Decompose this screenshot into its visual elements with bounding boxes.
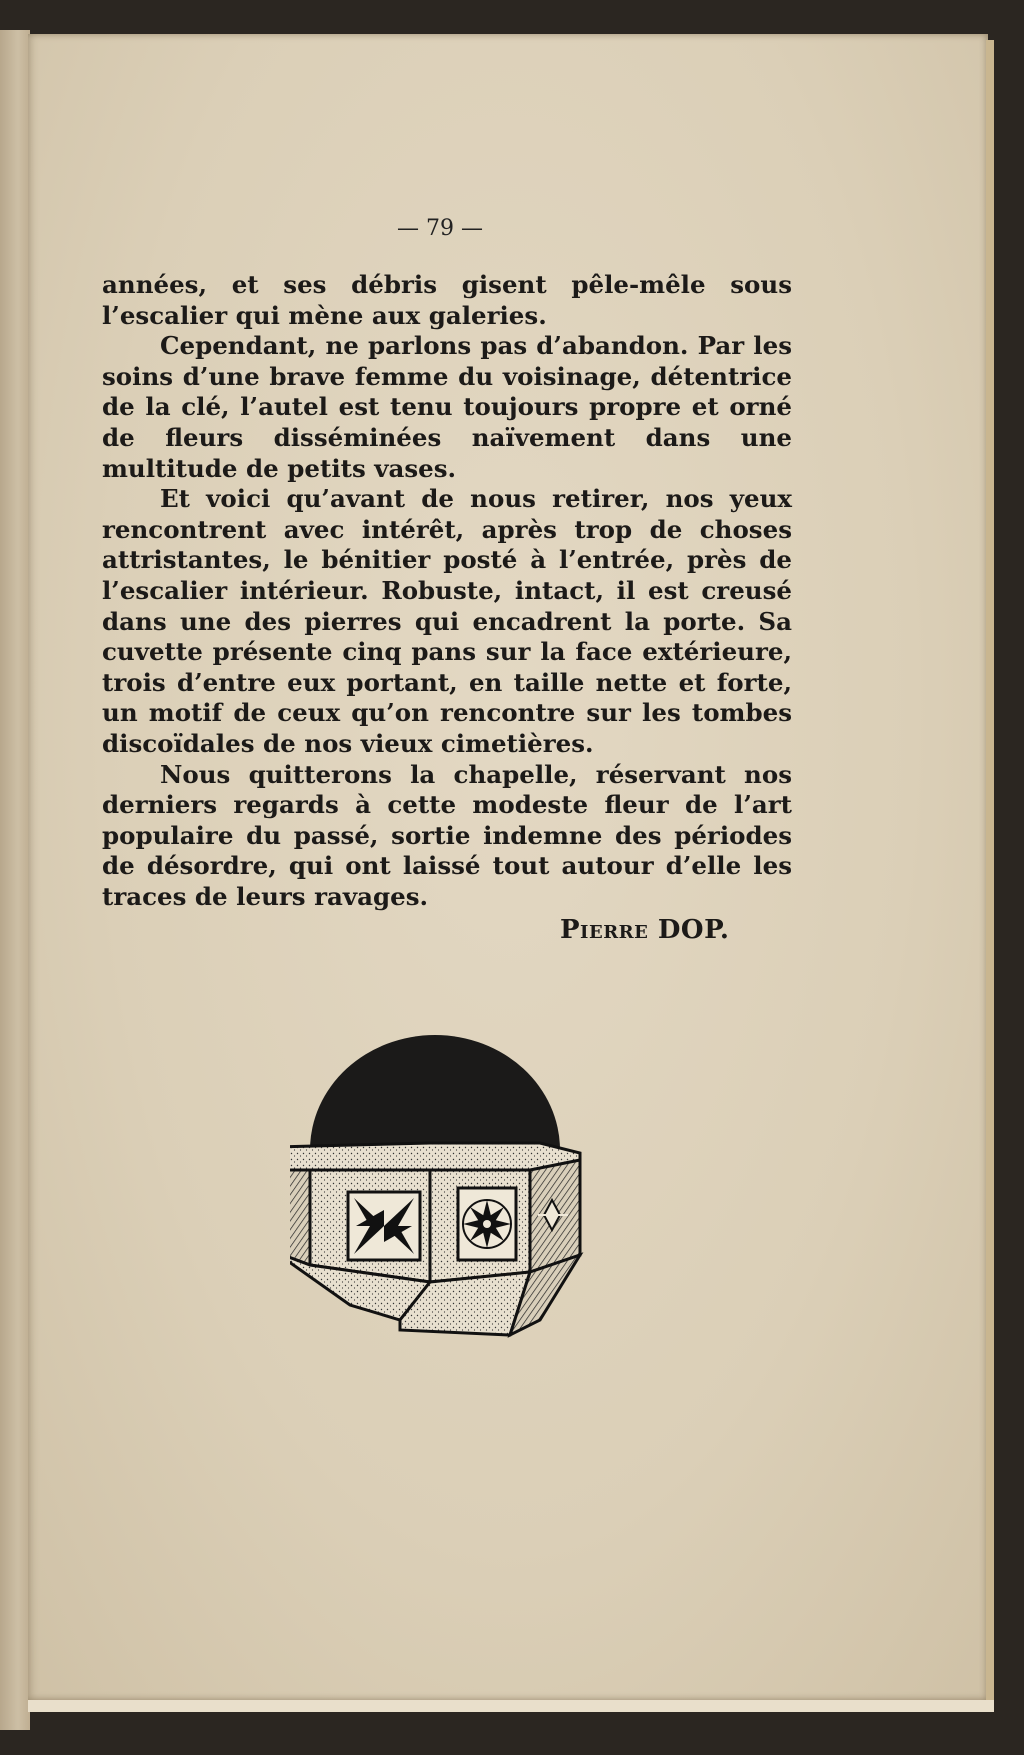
basin-dome: [310, 1035, 560, 1150]
page-right-edge: [986, 40, 994, 1700]
cross-motif: [348, 1192, 420, 1260]
paragraph-4: Nous quitterons la chapelle, réservant nos derniers regards à cette modeste fleur de l’art populaire du passé, sortie indemne des périodes de désordre, qui ont laissé tout autour d’elle les traces de leurs ravages.: [102, 759, 792, 911]
stone-font-illustration: [290, 1020, 610, 1350]
page-number: — 79 —: [397, 216, 483, 241]
paragraph-1: années, et ses débris gisent pêle-mêle sous l’escalier qui mène aux galeries.: [102, 270, 792, 330]
rosette-motif: [458, 1188, 516, 1260]
body-text: [102, 270, 792, 912]
left-page-edge: [0, 30, 30, 1730]
author-signature: Pierre DOP.: [560, 915, 730, 945]
paragraph-3: Et voici qu’avant de nous retirer, nos yeux rencontrent avec intérêt, après trop de choses attristantes, le bénitier posté à l’entrée, près de l’escalier intérieur. Robuste, intact, il est creusé dans une des pierres qui encadrent la porte. Sa cuvette présente cinq pans sur la face extérieure, trois d’entre eux portant, en taille nette et forte, un motif de ceux qu’on rencontre sur les tombes discoïdales de nos vieux cimetières.: [102, 484, 792, 758]
paragraph-2: Cependant, ne parlons pas d’abandon. Par les soins d’une brave femme du voisinage, détentrice de la clé, l’autel est tenu toujours propre et orné de fleurs disséminées naïvement dans une multitude de petits vases.: [102, 331, 792, 483]
page-bottom-edge: [28, 1700, 994, 1712]
